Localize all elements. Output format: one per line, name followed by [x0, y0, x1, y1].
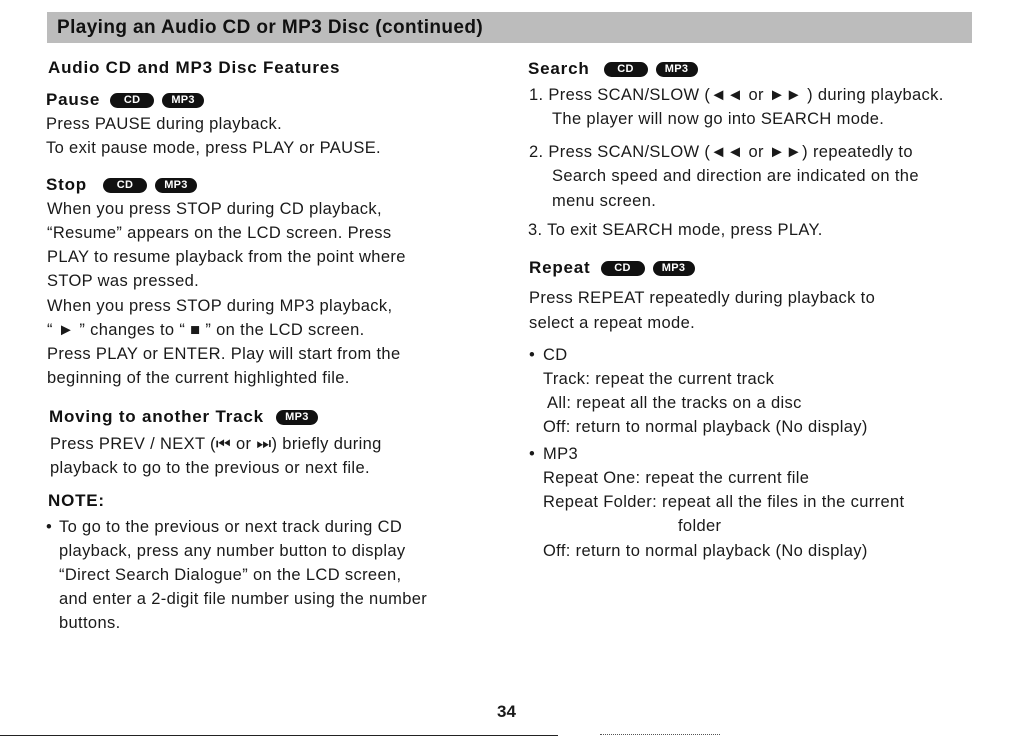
repeat-cd-line: Off: return to normal playback (No display) — [543, 418, 868, 436]
note-text-line: and enter a 2-digit file number using the number — [59, 590, 428, 608]
note-text-line: playback, press any number button to display — [59, 542, 406, 560]
repeat-intro-line: Press REPEAT repeatedly during playback to — [529, 289, 876, 307]
stop-heading: Stop — [46, 175, 87, 194]
stop-text-line: When you press STOP during CD playback, — [47, 200, 382, 218]
moving-heading: Moving to another Track — [49, 407, 264, 426]
mp3-badge: MP3 — [155, 178, 197, 193]
stop-text-line: PLAY to resume playback from the point where — [47, 248, 406, 266]
stop-text-line: When you press STOP during MP3 playback, — [47, 297, 393, 315]
note-text-line: buttons. — [59, 614, 121, 632]
cd-badge: CD — [601, 261, 645, 276]
search-step-line: menu screen. — [552, 192, 657, 210]
cd-bullet-icon — [529, 346, 535, 365]
moving-text-line: Press PREV / NEXT (⏮ or ⏭) briefly during — [50, 435, 382, 453]
page-number: 34 — [497, 702, 516, 721]
stop-heading-row — [46, 175, 197, 195]
cd-badge: CD — [110, 93, 154, 108]
mp3-bullet-icon — [529, 445, 535, 464]
pause-heading-row — [46, 90, 204, 110]
note-text-line: To go to the previous or next track during CD — [59, 518, 403, 536]
repeat-heading-row — [529, 258, 695, 278]
cd-badge: CD — [103, 178, 147, 193]
moving-text-line: playback to go to the previous or next file. — [50, 459, 370, 477]
mp3-badge: MP3 — [162, 93, 204, 108]
section-heading: Audio CD and MP3 Disc Features — [48, 58, 341, 77]
repeat-mp3-line: Repeat Folder: repeat all the files in the current — [543, 493, 905, 511]
stop-text-line: Press PLAY or ENTER. Play will start from the — [47, 345, 401, 363]
repeat-heading: Repeat — [529, 258, 591, 277]
search-step-line: 2. Press SCAN/SLOW (◄◄ or ►►) repeatedly to — [529, 143, 913, 161]
repeat-mp3-line: folder — [678, 517, 722, 535]
moving-heading-row — [49, 407, 318, 427]
repeat-mp3-label: MP3 — [543, 445, 578, 463]
search-step-line: Search speed and direction are indicated on the — [552, 167, 919, 185]
repeat-cd-label: CD — [543, 346, 568, 364]
repeat-mp3-line: Off: return to normal playback (No display) — [543, 542, 868, 560]
note-heading: NOTE: — [48, 491, 105, 510]
stop-text-line: “Resume” appears on the LCD screen. Press — [47, 224, 392, 242]
repeat-cd-line: Track: repeat the current track — [543, 370, 775, 388]
footer-rule — [0, 735, 558, 736]
search-heading: Search — [528, 59, 590, 78]
page-title: Playing an Audio CD or MP3 Disc (continued) — [47, 12, 972, 43]
search-step-line: 1. Press SCAN/SLOW (◄◄ or ►► ) during playback. — [529, 86, 944, 104]
search-step-line: The player will now go into SEARCH mode. — [552, 110, 885, 128]
footer-dots — [600, 734, 720, 737]
stop-text-line: beginning of the current highlighted file. — [47, 369, 350, 387]
pause-text-line: Press PAUSE during playback. — [46, 115, 283, 133]
repeat-mp3-line: Repeat One: repeat the current file — [543, 469, 810, 487]
mp3-badge: MP3 — [653, 261, 695, 276]
note-bullet-icon — [46, 518, 52, 537]
mp3-badge: MP3 — [276, 410, 318, 425]
stop-text-line: STOP was pressed. — [47, 272, 200, 290]
search-step-line: 3. To exit SEARCH mode, press PLAY. — [528, 221, 823, 239]
cd-badge: CD — [604, 62, 648, 77]
mp3-badge: MP3 — [656, 62, 698, 77]
search-heading-row — [528, 59, 698, 79]
stop-text-line: “ ► ” changes to “ ■ ” on the LCD screen. — [47, 321, 365, 339]
repeat-intro-line: select a repeat mode. — [529, 314, 696, 332]
pause-heading: Pause — [46, 90, 101, 109]
pause-text-line: To exit pause mode, press PLAY or PAUSE. — [46, 139, 381, 157]
repeat-cd-line: All: repeat all the tracks on a disc — [547, 394, 802, 412]
note-text-line: “Direct Search Dialogue” on the LCD screen, — [59, 566, 402, 584]
